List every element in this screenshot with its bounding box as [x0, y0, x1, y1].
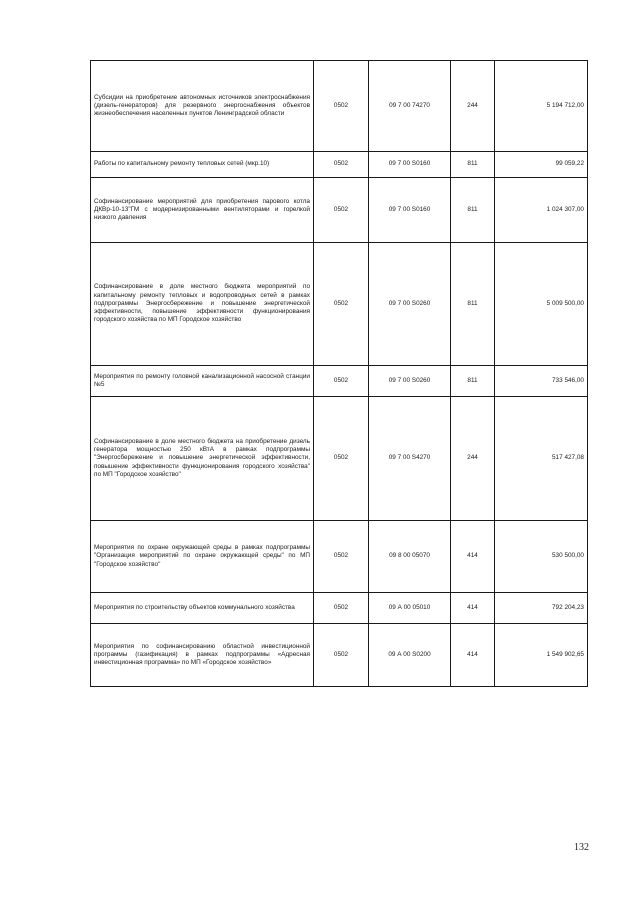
section-code: 0502: [314, 152, 369, 178]
amount: 1 024 307,00: [495, 178, 588, 243]
expense-name: Мероприятия по охране окружающей среды в рамках подпрограммы "Организация мероприятий по охране окружающей среды" по МП "Городское хозяйство": [91, 521, 314, 593]
target-article-code: 09 7 00 S0260: [369, 243, 451, 366]
section-code: 0502: [314, 521, 369, 593]
expense-name: Мероприятия по софинансированию областной инвестиционной программы (газификация) в рамках подпрограммы «Адресная инвестиционная программа» по МП «Городское хозяйство»: [91, 624, 314, 687]
expense-name: Софинансирование мероприятий для приобретения парового котла ДКВр-10-13"ГМ с модернизированными вентиляторами и горелкой низкого давления: [91, 178, 314, 243]
section-code: 0502: [314, 61, 369, 152]
expense-name: Софинансирование в доле местного бюджета мероприятий по капитальному ремонту тепловых и водопроводных сетей в рамках подпрограммы Энергосбережение и повышение энергетической эффективности, повышение эффективности функционирования городского хозяйства по МП Городское хозяйство: [91, 243, 314, 366]
table-row: [91, 243, 588, 366]
amount: 530 500,00: [495, 521, 588, 593]
target-article-code: 09 А 00 05010: [369, 593, 451, 624]
target-article-code: 09 А 00 S0200: [369, 624, 451, 687]
expense-name: Мероприятия по ремонту головной канализационной насосной станции №5: [91, 366, 314, 397]
table-row: [91, 152, 588, 178]
amount: 733 546,00: [495, 366, 588, 397]
expense-type-code: 414: [451, 521, 495, 593]
expense-name: Работы по капитальному ремонту тепловых сетей (мкр.10): [91, 152, 314, 178]
expense-type-code: 414: [451, 593, 495, 624]
expense-type-code: 811: [451, 178, 495, 243]
target-article-code: 09 7 00 S0260: [369, 366, 451, 397]
expense-type-code: 811: [451, 366, 495, 397]
page-number: 132: [574, 842, 589, 853]
expense-type-code: 244: [451, 397, 495, 521]
target-article-code: 09 7 00 S0160: [369, 152, 451, 178]
amount: 792 204,23: [495, 593, 588, 624]
amount: 517 427,08: [495, 397, 588, 521]
expense-name: Мероприятия по строительству объектов коммунального хозяйства: [91, 593, 314, 624]
section-code: 0502: [314, 593, 369, 624]
table-row: [91, 366, 588, 397]
amount: 5 009 500,00: [495, 243, 588, 366]
target-article-code: 09 8 00 05070: [369, 521, 451, 593]
table-row: [91, 397, 588, 521]
target-article-code: 09 7 00 S4270: [369, 397, 451, 521]
table-row: [91, 178, 588, 243]
expense-name: Софинансирование в доле местного бюджета на приобретение дизель генератора мощностью 250 кВтА в рамках подпрограммы "Энергосбережение и повышение энергетической эффективности, повышение эффективности функционирования городского хозяйства" по МП "Городское хозяйство": [91, 397, 314, 521]
table-row: [91, 521, 588, 593]
section-code: 0502: [314, 624, 369, 687]
target-article-code: 09 7 00 S0160: [369, 178, 451, 243]
expense-type-code: 811: [451, 152, 495, 178]
section-code: 0502: [314, 397, 369, 521]
amount: 99 059,22: [495, 152, 588, 178]
table-row: [91, 61, 588, 152]
target-article-code: 09 7 00 74270: [369, 61, 451, 152]
expense-type-code: 244: [451, 61, 495, 152]
expense-type-code: 414: [451, 624, 495, 687]
expense-type-code: 811: [451, 243, 495, 366]
amount: 1 549 902,65: [495, 624, 588, 687]
table-row: [91, 624, 588, 687]
section-code: 0502: [314, 243, 369, 366]
budget-table: [90, 60, 588, 687]
table-row: [91, 593, 588, 624]
section-code: 0502: [314, 178, 369, 243]
section-code: 0502: [314, 366, 369, 397]
expense-name: Субсидии на приобретение автономных источников электроснабжения (дизель-генераторов) для резервного энергоснабжения объектов жизнеобеспечения населенных пунктов Ленинградской области: [91, 61, 314, 152]
amount: 5 194 712,00: [495, 61, 588, 152]
